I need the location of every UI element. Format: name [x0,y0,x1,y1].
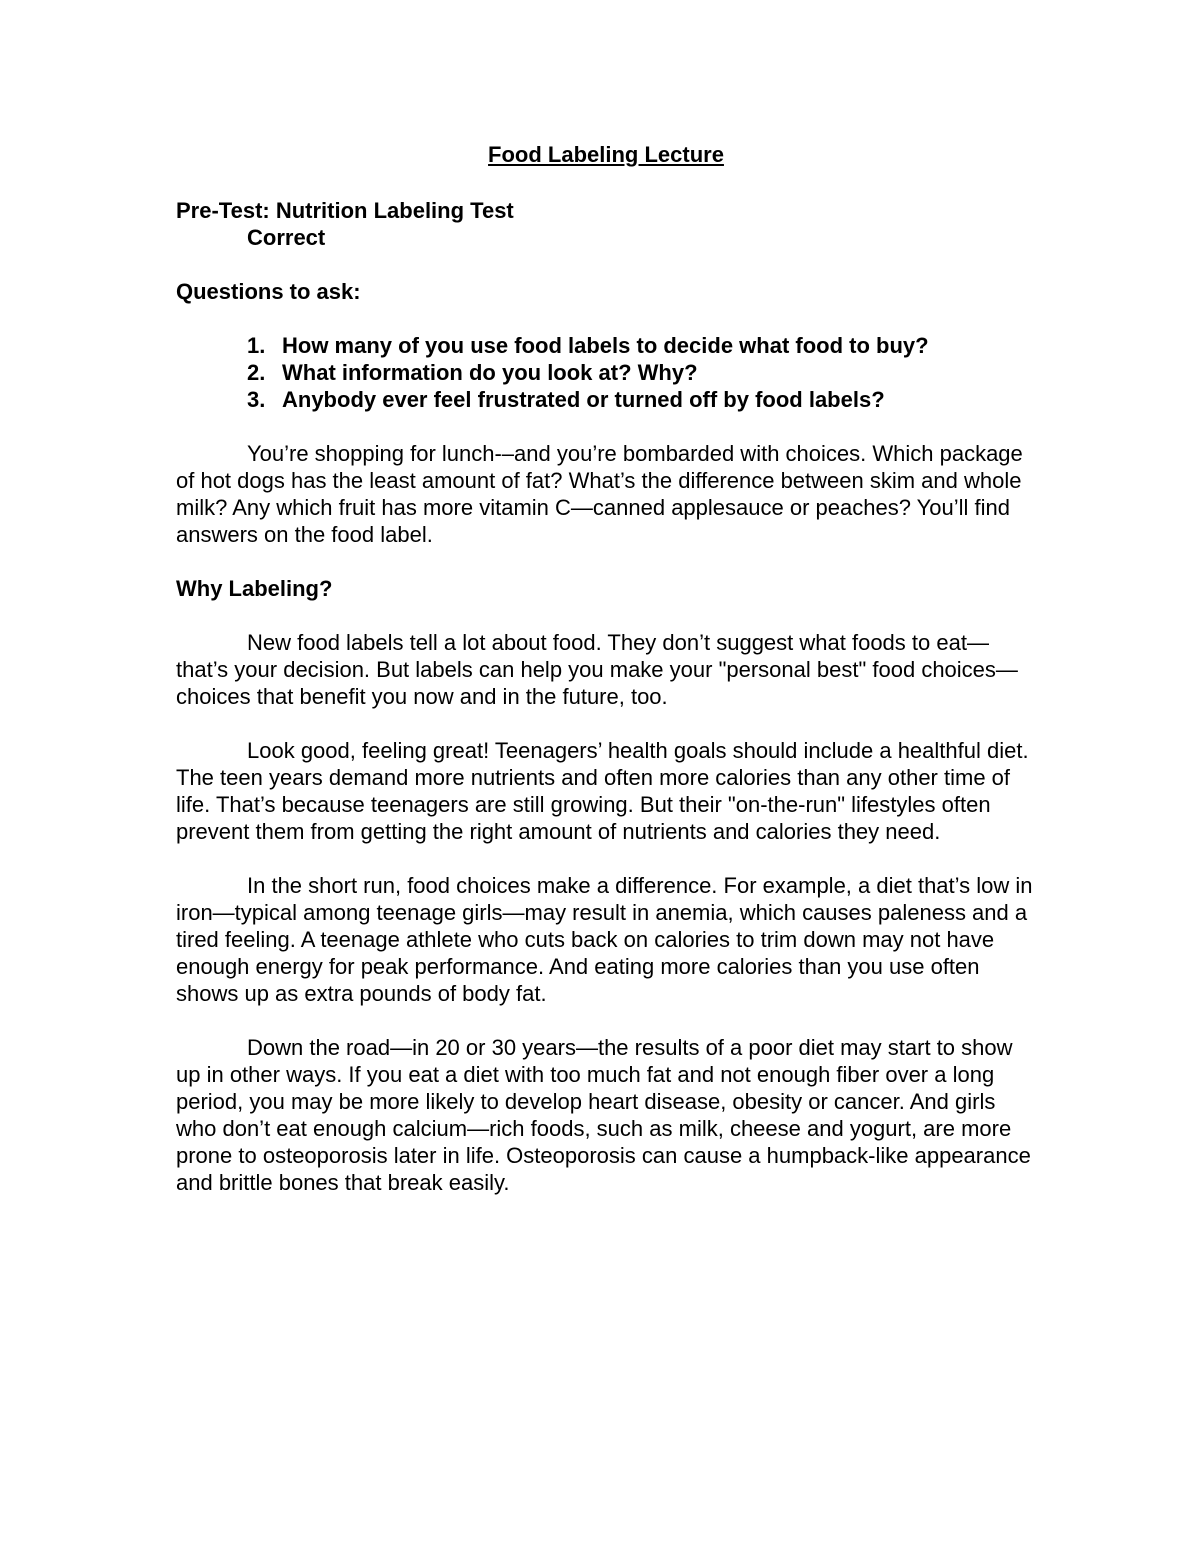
why-labeling-heading: Why Labeling? [176,576,333,601]
questions-list [176,332,1036,413]
question-item [176,359,1036,386]
question-item [176,332,1036,359]
questions-heading: Questions to ask: [176,279,361,304]
body-paragraph: Look good, feeling great! Teenagers’ health goals should include a healthful diet. The teen years demand more nutrients and often more calories than any other time of life. That’s because teenagers are still growing. But their "on-the-run" lifestyles often prevent them from getting the right amount of nutrients and calories they need. [176,738,1029,844]
body-paragraph: Down the road—in 20 or 30 years—the results of a poor diet may start to show up in other ways. If you eat a diet with too much fat and not enough fiber over a long period, you may be more likely to develop heart disease, obesity or cancer. And girls who don’t eat enough calcium—rich foods, such as milk, cheese and yogurt, are more prone to osteoporosis later in life. Osteoporosis can cause a humpback-like appearance and brittle bones that break easily. [176,1035,1031,1195]
question-text: What information do you look at? Why? [282,360,698,385]
pretest-sub: Correct [247,225,326,250]
question-text: How many of you use food labels to decide what food to buy? [282,333,929,358]
document-title: Food Labeling Lecture [488,142,724,167]
document-page [176,140,1036,1223]
intro-paragraph: You’re shopping for lunch-–and you’re bombarded with choices. Which package of hot dogs has the least amount of fat? What’s the difference between skim and whole milk? Any which fruit has more vitamin C—canned applesauce or peaches? You’ll find answers on the food label. [176,441,1023,547]
body-paragraph: In the short run, food choices make a difference. For example, a diet that’s low in iron—typical among teenage girls—may result in anemia, which causes paleness and a tired feeling. A teenage athlete who cuts back on calories to trim down may not have enough energy for peak performance. And eating more calories than you use often shows up as extra pounds of body fat. [176,873,1033,1006]
question-number: 2. [247,360,266,385]
pretest-label: Pre-Test: Nutrition Labeling Test [176,198,514,223]
question-item [176,386,1036,413]
body-paragraph: New food labels tell a lot about food. They don’t suggest what foods to eat—that’s your decision. But labels can help you make your "personal best" food choices—choices that benefit you now and in the future, too. [176,630,1018,709]
question-text: Anybody ever feel frustrated or turned off by food labels? [282,387,885,412]
question-number: 1. [247,333,266,358]
question-number: 3. [247,387,266,412]
